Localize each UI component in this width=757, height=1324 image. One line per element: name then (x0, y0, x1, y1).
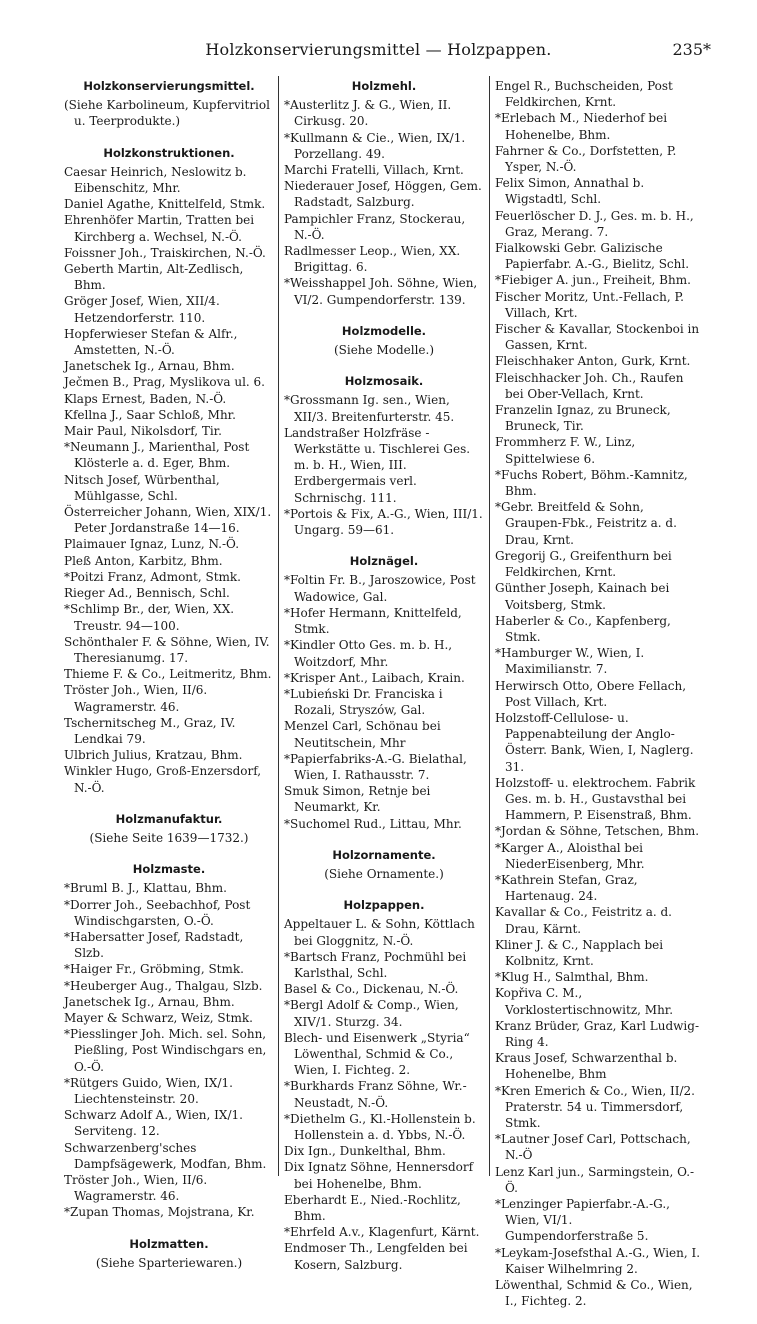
directory-entry: *Portois & Fix, A.-G., Wien, III/1. Ungarg. 59—61. (284, 506, 483, 538)
directory-entry: Löwenthal, Schmid & Co., Wien, I., Fichteg. 2. (495, 1278, 693, 1309)
directory-entry: Schwarz Adolf A., Wien, IX/1. Serviteng. 12. (64, 1108, 243, 1139)
directory-entry: Gregorij G., Greifenthurn bei Feldkirchen, Krnt. (495, 548, 672, 580)
section-heading: Holzmanufaktur. (115, 811, 223, 826)
directory-entry: *Kren Emerich & Co., Wien, II/2. Praterstr. 54 u. Timmersdorf, Stmk. (495, 1083, 695, 1130)
directory-entry: Schwarzenberg'sches Dampfsägewerk, Modfan, Bhm. (64, 1140, 267, 1171)
directory-entry: *Rütgers Guido, Wien, IX/1. Liechtensteinstr. 20. (64, 1075, 233, 1106)
directory-entry: Fleischhaker Anton, Gurk, Krnt. (495, 354, 691, 369)
directory-entry: Marchi Fratelli, Villach, Krnt. (284, 163, 464, 178)
section-note: (Siehe Ornamente.) (324, 866, 444, 881)
directory-entry: Günther Joseph, Kainach bei Voitsberg, Stmk. (495, 581, 670, 612)
directory-entry: Fischer Moritz, Unt.-Fellach, P. Villach, Krt. (495, 289, 684, 320)
directory-entry: *Krisper Ant., Laibach, Krain. (284, 670, 465, 685)
directory-entry: *Diethelm G., Kl.-Hollenstein b. Hollenstein a. d. Ybbs, N.-Ö. (284, 1111, 476, 1142)
page-title: Holzkonservierungsmittel — Holzpappen. (205, 40, 552, 59)
column-1 (64, 78, 274, 1286)
section-note: (Siehe Sparteriewaren.) (95, 1255, 243, 1270)
directory-section (64, 811, 274, 846)
directory-entry: Pleß Anton, Karbitz, Bhm. (64, 553, 223, 568)
directory-entry: *Karger A., Aloisthal bei NiederEisenberg, Mhr. (495, 840, 645, 871)
directory-entry: Nitsch Josef, Würbenthal, Mühlgasse, Schl. (64, 472, 220, 503)
directory-entry: Ehrenhöfer Martin, Tratten bei Kirchberg a. Wechsel, N.-Ö. (64, 213, 255, 244)
directory-entry: Janetschek Ig., Arnau, Bhm. (64, 994, 235, 1009)
directory-entry: Blech- und Eisenwerk „Styria“ Löwenthal, Schmid & Co., Wien, I. Fichteg. 2. (284, 1030, 470, 1078)
directory-section (284, 323, 484, 358)
section-heading: Holzmehl. (351, 79, 417, 93)
section-heading: Holzpappen. (343, 898, 425, 913)
section-heading: Holzmaste. (132, 862, 206, 877)
section-heading: Holzmosaik. (344, 374, 424, 389)
directory-section (64, 861, 274, 1220)
directory-entry: Basel & Co., Dickenau, N.-Ö. (284, 982, 459, 997)
directory-entry: Ulbrich Julius, Kratzau, Bhm. (64, 748, 243, 763)
directory-entry: *Papierfabriks-A.-G. Bielathal, Wien, I. Rathausstr. 7. (284, 751, 467, 782)
directory-entry: (Siehe Karbolineum, Kupfervitriol u. Teerprodukte.) (64, 98, 270, 129)
directory-entry: Appeltauer L. & Sohn, Köttlach bei Gloggnitz, N.-Ö. (284, 917, 475, 948)
directory-entry: Kopřiva C. M., Vorklostertischnowitz, Mhr. (495, 986, 674, 1017)
directory-entry: Endmoser Th., Lengfelden bei Kosern, Salzburg. (284, 1241, 468, 1272)
page-number: 235* (672, 40, 711, 59)
directory-entry: Foissner Joh., Traiskirchen, N.-Ö. (64, 245, 266, 260)
directory-entry: Kraus Josef, Schwarzenthal b. Hohenelbe, Bhm (495, 1051, 678, 1082)
directory-entry: Tschernitscheg M., Graz, IV. Lendkai 79. (64, 715, 236, 746)
directory-entry: Eberhardt E., Nied.-Rochlitz, Bhm. (284, 1192, 461, 1223)
column-2 (284, 78, 484, 1288)
directory-entry: *Gebr. Breitfeld & Sohn, Graupen-Fbk., Feistritz a. d. Drau, Krnt. (495, 500, 677, 547)
directory-entry: Fischer & Kavallar, Stockenboi in Gassen, Krnt. (495, 322, 700, 353)
directory-entry: Engel R., Buchscheiden, Post Feldkirchen, Krnt. (495, 79, 673, 110)
directory-entry: Landstraßer Holzfräse - Werkstätte u. Tischlerei Ges. m. b. H., Wien, III. Erdbergermais verl. Schrnischg. 111. (284, 425, 471, 505)
directory-entry: *Weisshappel Joh. Söhne, Wien, VI/2. Gumpendorferstr. 139. (284, 276, 478, 307)
directory-entry: *Neumann J., Marienthal, Post Klösterle a. d. Eger, Bhm. (64, 440, 250, 471)
column-divider (489, 76, 490, 1176)
directory-section (495, 78, 701, 1309)
directory-entry: *Leykam-Josefsthal A.-G., Wien, I. Kaiser Wilhelmring 2. (495, 1245, 701, 1276)
directory-entry: Herwirsch Otto, Obere Fellach, Post Villach, Krt. (495, 678, 687, 709)
directory-entry: *Piesslinger Joh. Mich. sel. Sohn, Pießling, Post Windischgars en, O.-Ö. (64, 1027, 267, 1074)
section-heading: Holzkonstruktionen. (103, 145, 235, 160)
directory-entry: Janetschek Ig., Arnau, Bhm. (64, 359, 235, 374)
directory-section (284, 373, 484, 538)
directory-entry: *Kindler Otto Ges. m. b. H., Woitzdorf, Mhr. (284, 638, 453, 669)
directory-entry: *Hofer Hermann, Knittelfeld, Stmk. (284, 605, 462, 637)
directory-entry: *Foltin Fr. B., Jaroszowice, Post Wadowice, Gal. (284, 573, 476, 604)
directory-entry: Fleischhacker Joh. Ch., Raufen bei Ober-Vellach, Krnt. (495, 370, 684, 401)
directory-entry: *Jordan & Söhne, Tetschen, Bhm. (495, 824, 700, 839)
directory-entry: Kavallar & Co., Feistritz a. d. Drau, Kärnt. (495, 905, 672, 936)
directory-entry: *Suchomel Rud., Littau, Mhr. (284, 816, 462, 831)
directory-entry: *Schlimp Br., der, Wien, XX. Treustr. 94—100. (64, 602, 235, 633)
directory-entry: Lenz Karl jun., Sarmingstein, O.-Ö. (495, 1164, 695, 1195)
directory-entry: Pampichler Franz, Stockerau, N.-Ö. (284, 211, 466, 242)
directory-entry: *Austerlitz J. & G., Wien, II. Cirkusg. 20. (284, 98, 452, 129)
directory-entry: Dix Ign., Dunkelthal, Bhm. (284, 1144, 446, 1159)
directory-entry: Kliner J. & C., Napplach bei Kolbnitz, Krnt. (495, 937, 664, 968)
directory-entry: *Poitzi Franz, Admont, Stmk. (64, 569, 241, 584)
directory-entry: Österreicher Johann, Wien, XIX/1. Peter Jordanstraße 14—16. (64, 505, 272, 536)
directory-entry: Haberler & Co., Kapfenberg, Stmk. (495, 613, 671, 644)
directory-entry: *Ehrfeld A.v., Klagenfurt, Kärnt. (284, 1225, 480, 1240)
directory-entry: Thieme F. & Co., Leitmeritz, Bhm. (64, 667, 272, 682)
directory-entry: Feuerlöscher D. J., Ges. m. b. H., Graz, Merang. 7. (495, 208, 694, 239)
directory-entry: *Habersatter Josef, Radstadt, Slzb. (64, 929, 244, 961)
section-note: (Siehe Modelle.) (333, 343, 435, 358)
directory-entry: Fahrner & Co., Dorfstetten, P. Ysper, N.-Ö. (495, 143, 677, 175)
directory-entry: Menzel Carl, Schönau bei Neutitschein, Mhr (284, 719, 441, 750)
directory-entry: Gröger Josef, Wien, XII/4. Hetzendorferstr. 110. (64, 294, 220, 325)
directory-entry: Mair Paul, Nikolsdorf, Tir. (64, 424, 222, 439)
directory-entry: *Kathrein Stefan, Graz, Hartenaug. 24. (495, 872, 638, 904)
directory-entry: Klaps Ernest, Baden, N.-Ö. (64, 391, 227, 406)
directory-entry: Tröster Joh., Wien, II/6. Wagramerstr. 46. (64, 1173, 208, 1204)
directory-entry: *Fuchs Robert, Böhm.-Kamnitz, Bhm. (495, 467, 688, 499)
directory-entry: *Zupan Thomas, Mojstrana, Kr. (64, 1205, 255, 1220)
directory-section (284, 553, 484, 831)
directory-entry: *Bartsch Franz, Pochmühl bei Karlsthal, Schl. (284, 949, 467, 980)
directory-entry: *Grossmann Ig. sen., Wien, XII/3. Breitenfurterstr. 45. (284, 393, 455, 424)
directory-entry: Frommherz F. W., Linz, Spittelwiese 6. (495, 435, 636, 466)
directory-entry: *Burkhards Franz Söhne, Wr.-Neustadt, N.-Ö. (284, 1079, 467, 1110)
directory-entry: *Lenzinger Papierfabr.-A.-G., Wien, VI/1. Gumpendorferstraße 5. (495, 1197, 670, 1244)
directory-entry: *Haiger Fr., Gröbming, Stmk. (64, 962, 244, 977)
directory-entry: *Kullmann & Cie., Wien, IX/1. Porzellang. 49. (284, 130, 466, 161)
directory-entry: *Heuberger Aug., Thalgau, Slzb. (64, 978, 263, 993)
directory-entry: Smuk Simon, Retnje bei Neumarkt, Kr. (284, 784, 431, 815)
directory-entry: Dix Ignatz Söhne, Hennersdorf bei Hohenelbe, Bhm. (284, 1160, 474, 1191)
directory-entry: Franzelin Ignaz, zu Bruneck, Bruneck, Tir. (495, 403, 671, 434)
directory-entry: Daniel Agathe, Knittelfeld, Stmk. (64, 197, 266, 212)
directory-entry: *Bergl Adolf & Comp., Wien, XIV/1. Sturzg. 34. (284, 998, 459, 1029)
directory-entry: Hopferwieser Stefan & Alfr., Amstetten, N.-Ö. (64, 326, 238, 358)
directory-entry: Holzstoff-Cellulose- u. Pappenabteilung der Anglo-Österr. Bank, Wien, I, Naglerg. 31. (495, 710, 694, 774)
directory-section (284, 897, 484, 1273)
directory-section (64, 1236, 274, 1271)
directory-entry: *Lautner Josef Carl, Pottschach, N.-Ö (495, 1132, 691, 1163)
directory-entry: Radlmesser Leop., Wien, XX. Brigittag. 6. (284, 244, 461, 275)
directory-entry: Plaimauer Ignaz, Lunz, N.-Ö. (64, 537, 240, 552)
directory-entry: *Klug H., Salmthal, Bhm. (495, 970, 649, 985)
directory-entry: Caesar Heinrich, Neslowitz b. Eibenschitz, Mhr. (64, 164, 247, 196)
directory-entry: Tröster Joh., Wien, II/6. Wagramerstr. 46. (64, 683, 208, 714)
section-note: (Siehe Seite 1639—1732.) (89, 830, 249, 845)
directory-entry: *Hamburger W., Wien, I. Maximilianstr. 7. (495, 646, 645, 677)
section-heading: Holzkonservierungsmittel. (83, 79, 255, 93)
directory-entry: Rieger Ad., Bennisch, Schl. (64, 586, 230, 601)
column-3 (495, 78, 701, 1324)
section-heading: Holzornamente. (332, 847, 436, 862)
section-heading: Holznägel. (349, 554, 419, 569)
directory-section (64, 78, 274, 130)
directory-entry: *Lubieński Dr. Franciska i Rozali, Stryszów, Gal. (284, 686, 443, 718)
directory-entry: *Fiebiger A. jun., Freiheit, Bhm. (495, 273, 691, 288)
column-divider (278, 76, 279, 1176)
directory-entry: Mayer & Schwarz, Weiz, Stmk. (64, 1010, 253, 1025)
directory-entry: Winkler Hugo, Groß-Enzersdorf, N.-Ö. (64, 764, 262, 795)
directory-entry: Schönthaler F. & Söhne, Wien, IV. Theresianumg. 17. (64, 634, 270, 665)
directory-entry: Holzstoff- u. elektrochem. Fabrik Ges. m. b. H., Gustavsthal bei Hammern, P. Eisenstraß, Bhm. (495, 775, 696, 823)
directory-entry: *Bruml B. J., Klattau, Bhm. (64, 881, 227, 896)
section-heading: Holzmodelle. (341, 323, 427, 338)
directory-section (64, 145, 274, 796)
directory-entry: Niederauer Josef, Höggen, Gem. Radstadt, Salzburg. (284, 179, 482, 210)
directory-entry: Kfellna J., Saar Schloß, Mhr. (64, 407, 236, 422)
section-heading: Holzmatten. (129, 1236, 209, 1251)
directory-entry: *Dorrer Joh., Seebachhof, Post Windischgarsten, O.-Ö. (64, 897, 251, 928)
directory-entry: Ječmen B., Prag, Myslikova ul. 6. (64, 375, 265, 390)
directory-entry: Fialkowski Gebr. Galizische Papierfabr. A.-G., Bielitz, Schl. (495, 241, 690, 272)
directory-section (284, 847, 484, 882)
directory-entry: *Erlebach M., Niederhof bei Hohenelbe, Bhm. (495, 111, 668, 142)
directory-entry: Kranz Brüder, Graz, Karl Ludwig-Ring 4. (495, 1018, 699, 1049)
directory-entry: Felix Simon, Annathal b. Wigstadtl, Schl. (495, 176, 645, 207)
directory-section (284, 78, 484, 308)
directory-entry: Geberth Martin, Alt-Zedlisch, Bhm. (64, 262, 244, 293)
